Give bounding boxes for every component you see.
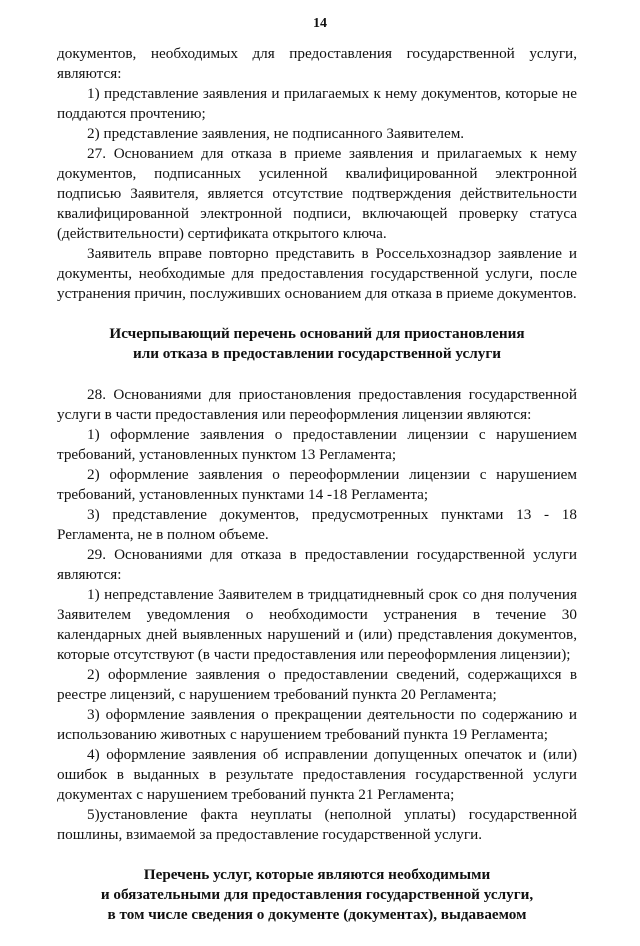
section-heading-line: и обязательными для предоставления государственной услуги, <box>100 886 534 903</box>
paragraph: 29. Основаниями для отказа в предоставлении государственной услуги являются: <box>57 546 577 583</box>
paragraph: 1) непредставление Заявителем в тридцатидневный срок со дня получения Заявителем уведомления о необходимости устранения в течение 30 календарных дней выявленных нарушений и (или) представления документов, которые отсутствуют (в части предоставления или переоформления лицензии); <box>57 586 577 663</box>
document-body <box>57 44 577 946</box>
paragraph: 2) оформление заявления о переоформлении лицензии с нарушением требований, установленных пунктами 14 -18 Регламента; <box>57 466 577 503</box>
paragraph: 27. Основанием для отказа в приеме заявления и прилагаемых к нему документов, подписанных усиленной квалифицированной электронной подписью Заявителя, является отсутствие подтверждения действительности квалифицированной электронной подписи, включающей проверку статуса (действительности) сертификата открытого ключа. <box>57 145 577 242</box>
paragraph: Заявитель вправе повторно представить в Россельхознадзор заявление и документы, необходимые для предоставления государственной услуги, после устранения причин, послуживших основанием для отказа в приеме документов. <box>57 245 577 302</box>
paragraph: 3) оформление заявления о прекращении деятельности по содержанию и использованию животных с нарушением требований пункта 19 Регламента; <box>57 706 577 743</box>
section-heading-line: Перечень услуг, которые являются необходимыми <box>143 866 491 883</box>
section-heading <box>57 865 577 925</box>
section-heading-line: в том числе сведения о документе (документах), выдаваемом <box>107 906 527 923</box>
paragraph: 2) оформление заявления о предоставлении сведений, содержащихся в реестре лицензий, с нарушением требований пункта 20 Регламента; <box>57 666 577 703</box>
paragraph: 1) оформление заявления о предоставлении лицензии с нарушением требований, установленных пунктом 13 Регламента; <box>57 426 577 463</box>
section-heading-line: Исчерпывающий перечень оснований для приостановления <box>109 325 525 342</box>
paragraph: 4) оформление заявления об исправлении допущенных опечаток и (или) ошибок в выданных в результате предоставления государственной услуги документах с нарушением требований пункта 21 Регламента; <box>57 746 577 803</box>
paragraph: 2) представление заявления, не подписанного Заявителем. <box>87 125 465 142</box>
section-heading-line: или отказа в предоставлении государственной услуги <box>132 345 501 362</box>
paragraph: 1) представление заявления и прилагаемых к нему документов, которые не поддаются прочтению; <box>57 85 577 122</box>
paragraph: 3) представление документов, предусмотренных пунктами 13 - 18 Регламента, не в полном объеме. <box>57 506 577 543</box>
section-heading <box>57 324 577 364</box>
paragraph: 5)установление факта неуплаты (неполной уплаты) государственной пошлины, взимаемой за предоставление государственной услуги. <box>57 806 577 843</box>
paragraph: документов, необходимых для предоставления государственной услуги, являются: <box>57 45 577 82</box>
paragraph: 28. Основаниями для приостановления предоставления государственной услуги в части предоставления или переоформления лицензии являются: <box>57 386 577 423</box>
page-number: 14 <box>313 16 327 31</box>
